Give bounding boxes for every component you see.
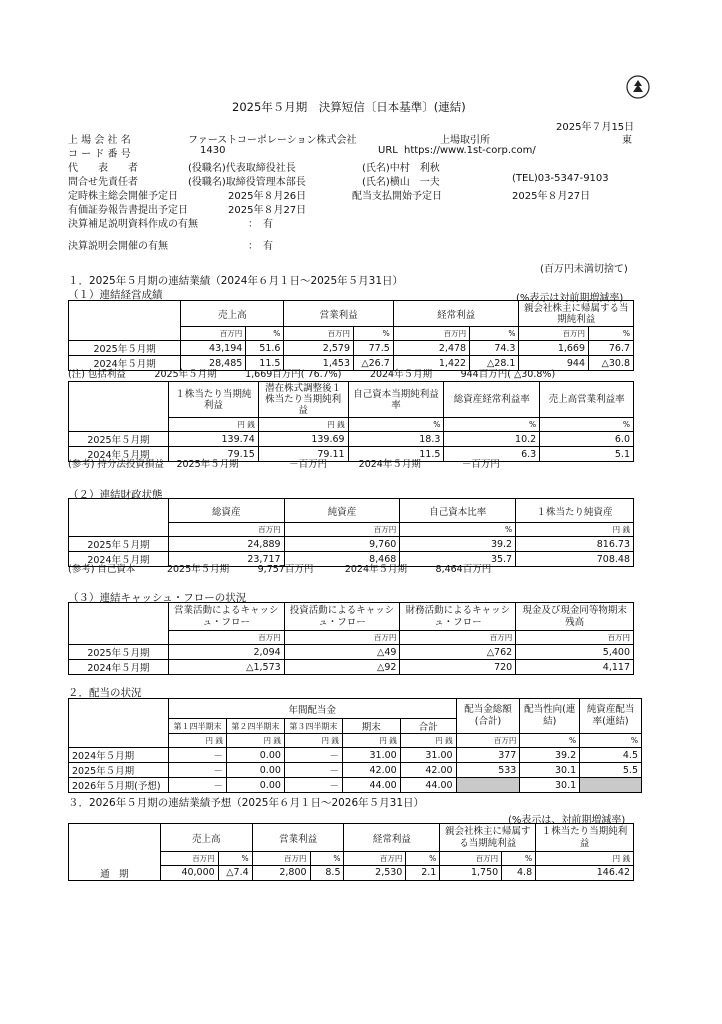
- col-year-end: 期末: [342, 719, 400, 734]
- table-row: [69, 645, 634, 660]
- col-payout-ratio: 配当性向(連結): [520, 699, 580, 734]
- unit: 百万円: [284, 631, 400, 645]
- col-op-income: 営業利益: [284, 301, 393, 327]
- unit: 百万円: [168, 523, 284, 537]
- section-1-title: １．2025年５月期の連結業績（2024年６月１日～2025年５月31日）: [68, 275, 404, 287]
- table-row: [69, 866, 634, 881]
- col-roa: 総資産経常利益率: [444, 382, 540, 418]
- cell: 8,468: [284, 552, 400, 567]
- cell: 6.0: [540, 432, 634, 447]
- cell: 79.15: [168, 447, 258, 462]
- row-label: 2024年５月期: [69, 748, 169, 763]
- row-label: 2025年５月期: [69, 537, 169, 552]
- cell: 44.00: [400, 778, 456, 793]
- cell: 2,800: [252, 866, 310, 881]
- unit: 百万円: [284, 523, 400, 537]
- subsection-1-3: （３）連結キャッシュ・フローの状況: [68, 592, 247, 604]
- contact-title: (役職名)取締役管理本部長: [188, 177, 306, 188]
- unit: 円 銭: [226, 734, 284, 748]
- cell: 533: [456, 763, 520, 778]
- cell: 1,453: [284, 356, 354, 371]
- row-label: 通 期: [69, 866, 161, 881]
- code: 1430: [200, 145, 226, 156]
- table-row: [69, 660, 634, 675]
- cell: 944: [519, 356, 589, 371]
- cell: 2,094: [168, 645, 284, 660]
- url-link[interactable]: https://www.1st-corp.com/: [404, 145, 536, 156]
- label-report: 有価証券報告書提出予定日: [68, 205, 188, 216]
- cell: 2,530: [344, 866, 406, 881]
- cell: 44.00: [342, 778, 400, 793]
- cell: △762: [400, 645, 516, 660]
- row-label: 2026年５月期(予想): [69, 778, 169, 793]
- col-financing-cf: 財務活動によるキャッシュ・フロー: [400, 603, 516, 631]
- table-row: [69, 341, 634, 356]
- col-annual-dividend: 年間配当金: [168, 699, 456, 719]
- cell: 720: [400, 660, 516, 675]
- cell: [456, 778, 520, 793]
- cell: △49: [284, 645, 400, 660]
- label-exchange: 上場取引所: [440, 135, 490, 146]
- unit: 百万円: [516, 631, 634, 645]
- col-sales: 売上高: [181, 301, 284, 327]
- col-op-margin: 売上高営業利益率: [540, 382, 634, 418]
- contact-name: (氏名)横山 一夫: [362, 177, 440, 188]
- equity-method-note: (参考) 持分法投資損益 2025年５月期 －百万円 2024年５月期 －百万円: [68, 459, 500, 470]
- unit: 百万円: [400, 631, 516, 645]
- unit: 百万円: [181, 327, 246, 341]
- cell: 30.1: [520, 763, 580, 778]
- cash-flow-table: [68, 602, 634, 675]
- label-url: URL: [378, 145, 398, 156]
- cell: △92: [284, 660, 400, 675]
- cell: 816.73: [516, 537, 634, 552]
- row-label: 2025年５月期: [69, 432, 169, 447]
- cell: 708.48: [516, 552, 634, 567]
- cell: 77.5: [354, 341, 394, 356]
- agm-date: 2025年８月26日: [228, 191, 307, 202]
- unit: %: [540, 418, 634, 432]
- table-row: [69, 537, 634, 552]
- unit: 百万円: [393, 327, 469, 341]
- cell: 42.00: [400, 763, 456, 778]
- unit: %: [444, 418, 540, 432]
- col-net-income: 親会社株主に帰属する当期純利益: [440, 824, 536, 852]
- cell: [580, 778, 642, 793]
- unit: 百万円: [344, 852, 406, 866]
- cell: 74.3: [470, 341, 519, 356]
- row-label: 2024年５月期: [69, 660, 169, 675]
- col-q3: 第３四半期末: [284, 719, 342, 734]
- col-roe: 自己資本当期純利益率: [348, 382, 444, 418]
- label-dividend-pay: 配当支払開始予定日: [352, 191, 442, 202]
- rounding-note: (百万円未満切捨て): [540, 264, 628, 275]
- cell: 42.00: [342, 763, 400, 778]
- cell: －: [168, 763, 226, 778]
- doc-title: 2025年５月期 決算短信〔日本基準〕(連結): [232, 100, 466, 114]
- unit: 円 銭: [342, 734, 400, 748]
- unit: 円 銭: [536, 852, 634, 866]
- unit: 円 銭: [284, 734, 342, 748]
- unit: 円 銭: [168, 418, 258, 432]
- cell: 2,478: [393, 341, 469, 356]
- row-label: 2024年５月期: [69, 356, 181, 371]
- cell: 39.2: [400, 537, 516, 552]
- col-equity-ratio: 自己資本比率: [400, 499, 516, 523]
- cell: －: [168, 778, 226, 793]
- col-sales: 売上高: [160, 824, 252, 852]
- rep-title: (役職名)代表取締役社長: [188, 163, 296, 174]
- unit: 百万円: [168, 631, 284, 645]
- cell: 139.69: [258, 432, 348, 447]
- cell: △1,573: [168, 660, 284, 675]
- cell: 35.7: [400, 552, 516, 567]
- cell: 43,194: [181, 341, 246, 356]
- doc-date: 2025年７月15日: [556, 122, 635, 133]
- cell: －: [284, 748, 342, 763]
- subsection-1-2: （２）連結財政状態: [68, 489, 163, 501]
- unit: 円 銭: [168, 734, 226, 748]
- cell: 4.8: [502, 866, 536, 881]
- unit: 百万円: [519, 327, 589, 341]
- unit: %: [348, 418, 444, 432]
- unit: %: [470, 327, 519, 341]
- cell: 1,750: [440, 866, 502, 881]
- cell: 0.00: [226, 763, 284, 778]
- supplement: ： 有: [248, 219, 273, 230]
- cell: △7.4: [218, 866, 252, 881]
- unit: %: [310, 852, 344, 866]
- label-company: 上 場 会 社 名: [68, 135, 131, 146]
- comprehensive-income-note: (注) 包括利益 2025年５月期 1,669百万円( 76.7%) 2024年５月期 944百万円( △30.8%): [68, 369, 556, 380]
- cell: 0.00: [226, 748, 284, 763]
- col-total: 合計: [400, 719, 456, 734]
- cell: －: [168, 748, 226, 763]
- cell: 9,760: [284, 537, 400, 552]
- row-label: 2025年５月期: [69, 763, 169, 778]
- col-net-assets: 純資産: [284, 499, 400, 523]
- col-q1: 第１四半期末: [168, 719, 226, 734]
- cell: 28,485: [181, 356, 246, 371]
- subsection-1-1: （１）連結経営成績: [68, 289, 163, 301]
- cell: 146.42: [536, 866, 634, 881]
- unit: %: [246, 327, 284, 341]
- unit: %: [520, 734, 580, 748]
- col-bps: １株当たり純資産: [516, 499, 634, 523]
- operating-results-table: [68, 300, 634, 371]
- table-row: [69, 432, 634, 447]
- unit: %: [406, 852, 440, 866]
- cell: 10.2: [444, 432, 540, 447]
- col-cash-end: 現金及び現金同等物期末残高: [516, 603, 634, 631]
- col-ord-income: 経常利益: [344, 824, 440, 852]
- cell: 31.00: [342, 748, 400, 763]
- label-agm: 定時株主総会開催予定日: [68, 191, 178, 202]
- cell: 76.7: [589, 341, 634, 356]
- unit: %: [502, 852, 536, 866]
- unit: 百万円: [252, 852, 310, 866]
- cell: 1,422: [393, 356, 469, 371]
- col-diluted-eps: 潜在株式調整後１株当たり当期純利益: [258, 382, 348, 418]
- col-operating-cf: 営業活動によるキャッシュ・フロー: [168, 603, 284, 631]
- dividend-pay-date: 2025年８月27日: [512, 191, 591, 202]
- unit: %: [218, 852, 252, 866]
- per-share-table: [68, 381, 634, 462]
- section-2-title: ２．配当の状況: [68, 687, 142, 699]
- col-total-assets: 総資産: [168, 499, 284, 523]
- cell: 139.74: [168, 432, 258, 447]
- forecast-pct-note: (%表示は、対前期増減率): [508, 815, 626, 826]
- cell: 2.1: [406, 866, 440, 881]
- unit: 百万円: [440, 852, 502, 866]
- label-rep: 代 表 者: [68, 163, 138, 174]
- unit: 円 銭: [258, 418, 348, 432]
- cell: 30.1: [520, 778, 580, 793]
- pct-note: (%表示は対前期増減率): [516, 293, 624, 304]
- col-dividend-total: 配当金総額(合計): [456, 699, 520, 734]
- table-row: [69, 778, 642, 793]
- row-label: 2024年５月期: [69, 552, 169, 567]
- cell: △28.1: [470, 356, 519, 371]
- unit: %: [589, 327, 634, 341]
- report-date: 2025年８月27日: [228, 205, 307, 216]
- cell: 39.2: [520, 748, 580, 763]
- contact-tel: (TEL)03-5347-9103: [512, 173, 609, 184]
- cell: －: [284, 763, 342, 778]
- cell: 51.6: [246, 341, 284, 356]
- unit: 百万円: [284, 327, 354, 341]
- cell: 18.3: [348, 432, 444, 447]
- label-briefing: 決算説明会開催の有無: [68, 241, 168, 252]
- cell: 4,117: [516, 660, 634, 675]
- exchange: 東: [622, 135, 632, 146]
- label-supplement: 決算補足説明資料作成の有無: [68, 219, 198, 230]
- col-eps: １株当たり当期純利益: [536, 824, 634, 852]
- col-dividend-ratio: 純資産配当率(連結): [580, 699, 642, 734]
- unit: 百万円: [160, 852, 218, 866]
- row-label: 2024年５月期: [69, 447, 169, 462]
- col-eps: １株当たり当期純利益: [168, 382, 258, 418]
- cell: 4.5: [580, 748, 642, 763]
- cell: 6.3: [444, 447, 540, 462]
- cell: 79.11: [258, 447, 348, 462]
- col-investing-cf: 投資活動によるキャッシュ・フロー: [284, 603, 400, 631]
- unit: 円 銭: [516, 523, 634, 537]
- unit: %: [354, 327, 394, 341]
- company-logo-icon: [626, 75, 650, 99]
- unit: %: [580, 734, 642, 748]
- cell: △30.8: [589, 356, 634, 371]
- cell: 2,579: [284, 341, 354, 356]
- cell: 0.00: [226, 778, 284, 793]
- self-capital-note: (参考) 自己資本 2025年５月期 9,757百万円 2024年５月期 8,464百万円: [68, 564, 492, 575]
- cell: 377: [456, 748, 520, 763]
- cell: 5,400: [516, 645, 634, 660]
- briefing: ： 有: [248, 241, 273, 252]
- table-row: [69, 748, 642, 763]
- col-net-income: 親会社株主に帰属する当期純利益: [519, 301, 634, 327]
- unit: 百万円: [456, 734, 520, 748]
- label-code: コ ー ド 番 号: [68, 149, 131, 160]
- cell: 5.5: [580, 763, 642, 778]
- col-op-income: 営業利益: [252, 824, 344, 852]
- cell: 31.00: [400, 748, 456, 763]
- cell: 23,717: [168, 552, 284, 567]
- label-contact: 問合せ先責任者: [68, 177, 138, 188]
- cell: －: [284, 778, 342, 793]
- company-name: ファーストコーポレーション株式会社: [188, 135, 357, 146]
- section-3-title: ３．2026年５月期の連結業績予想（2025年６月１日～2026年５月31日）: [68, 797, 425, 809]
- cell: 11.5: [246, 356, 284, 371]
- rep-name: (氏名)中村 利秋: [362, 163, 440, 174]
- cell: 24,889: [168, 537, 284, 552]
- col-ord-income: 経常利益: [393, 301, 519, 327]
- table-row: [69, 763, 642, 778]
- unit: 円 銭: [400, 734, 456, 748]
- cell: 8.5: [310, 866, 344, 881]
- forecast-table: [68, 823, 634, 881]
- row-label: 2025年５月期: [69, 341, 181, 356]
- cell: 40,000: [160, 866, 218, 881]
- cell: 1,669: [519, 341, 589, 356]
- cell: 11.5: [348, 447, 444, 462]
- unit: %: [400, 523, 516, 537]
- cell: 5.1: [540, 447, 634, 462]
- col-q2: 第２四半期末: [226, 719, 284, 734]
- financial-position-table: [68, 498, 634, 567]
- dividend-table: [68, 698, 642, 793]
- cell: △26.7: [354, 356, 394, 371]
- row-label: 2025年５月期: [69, 645, 169, 660]
